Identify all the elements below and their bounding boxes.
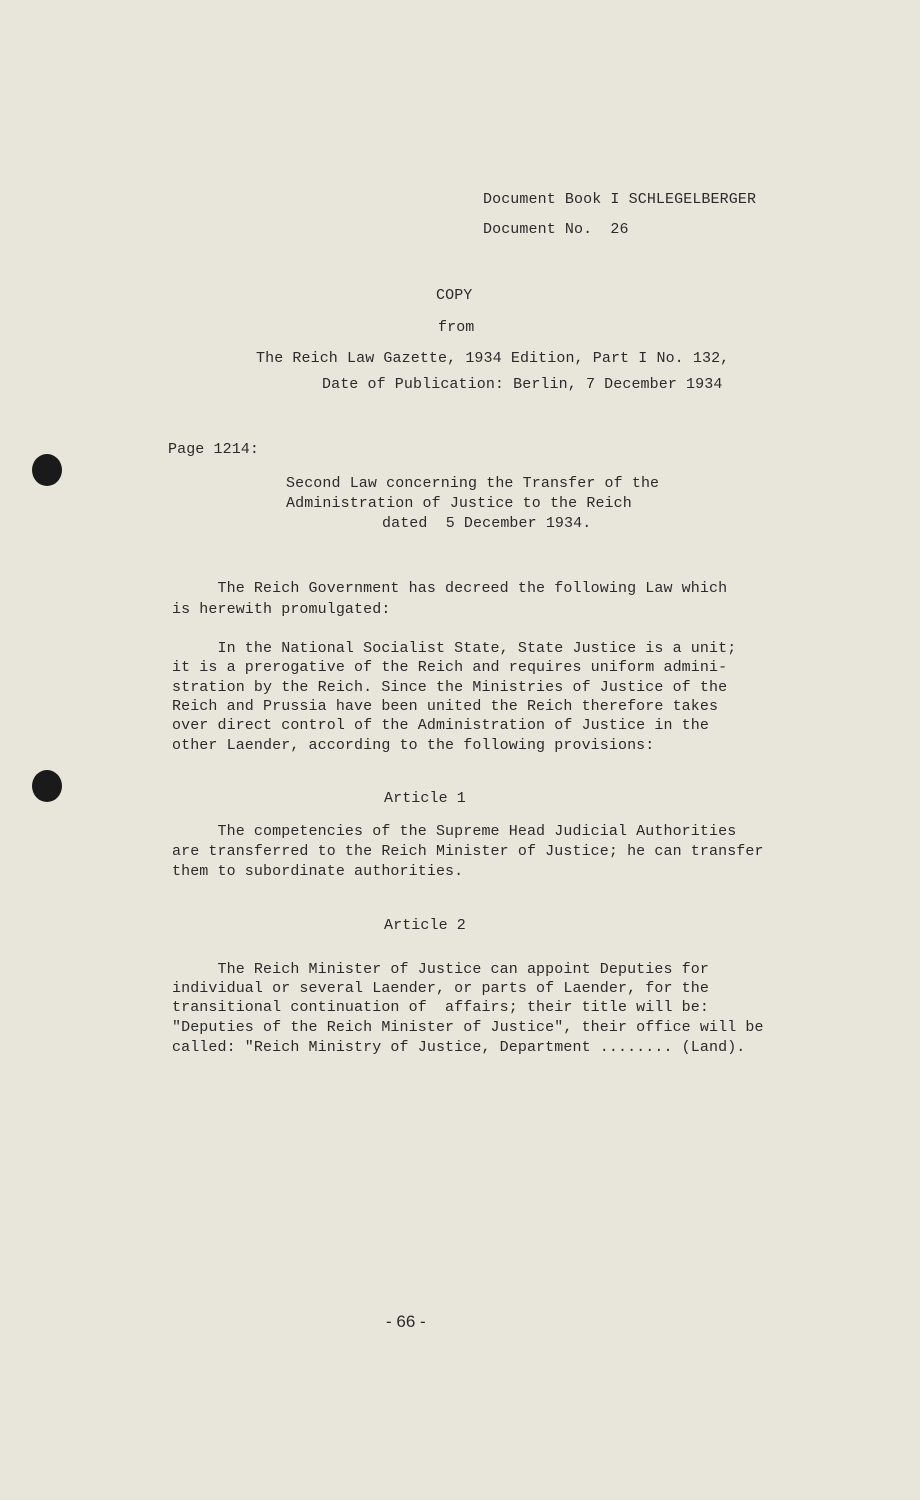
article-1-line: them to subordinate authorities. xyxy=(172,863,464,880)
article-2-line: individual or several Laender, or parts of Laender, for the xyxy=(172,980,709,997)
law-title-line: Second Law concerning the Transfer of the xyxy=(286,475,660,492)
law-title-line: Administration of Justice to the Reich xyxy=(286,495,632,512)
law-title-line: dated 5 December 1934. xyxy=(382,515,592,532)
article-1-line: are transferred to the Reich Minister of Justice; he can transfer xyxy=(172,843,764,860)
article-1-title: Article 1 xyxy=(384,790,466,807)
article-2-line: called: "Reich Ministry of Justice, Department ........ (Land). xyxy=(172,1039,746,1056)
gazette-heading: The Reich Law Gazette, 1934 Edition, Part I No. 132, xyxy=(256,350,730,367)
publication-date-heading: Date of Publication: Berlin, 7 December 1934 xyxy=(322,376,723,393)
article-1-line: The competencies of the Supreme Head Judicial Authorities xyxy=(172,823,737,840)
from-heading: from xyxy=(438,319,475,336)
intro-line: over direct control of the Administration of Justice in the xyxy=(172,717,709,734)
punch-hole-top xyxy=(32,454,62,486)
page-number: - 66 - xyxy=(386,1312,426,1331)
intro-line: Reich and Prussia have been united the Reich therefore takes xyxy=(172,698,719,715)
preamble-line: is herewith promulgated: xyxy=(172,601,391,618)
intro-line: other Laender, according to the following provisions: xyxy=(172,737,655,754)
intro-line: stration by the Reich. Since the Ministries of Justice of the xyxy=(172,679,728,696)
intro-line: it is a prerogative of the Reich and requires uniform admini- xyxy=(172,659,728,676)
article-2-line: "Deputies of the Reich Minister of Justice", their office will be xyxy=(172,1019,764,1036)
article-2-line: The Reich Minister of Justice can appoint Deputies for xyxy=(172,961,709,978)
document-number-label: Document No. 26 xyxy=(483,221,629,238)
page-reference: Page 1214: xyxy=(168,441,260,458)
preamble-line: The Reich Government has decreed the following Law which xyxy=(172,580,728,597)
punch-hole-bottom xyxy=(32,770,62,802)
copy-heading: COPY xyxy=(436,287,473,304)
document-book-label: Document Book I SCHLEGELBERGER xyxy=(483,191,757,208)
intro-line: In the National Socialist State, State Justice is a unit; xyxy=(172,640,737,657)
article-2-line: transitional continuation of affairs; their title will be: xyxy=(172,999,709,1016)
article-2-title: Article 2 xyxy=(384,917,466,934)
